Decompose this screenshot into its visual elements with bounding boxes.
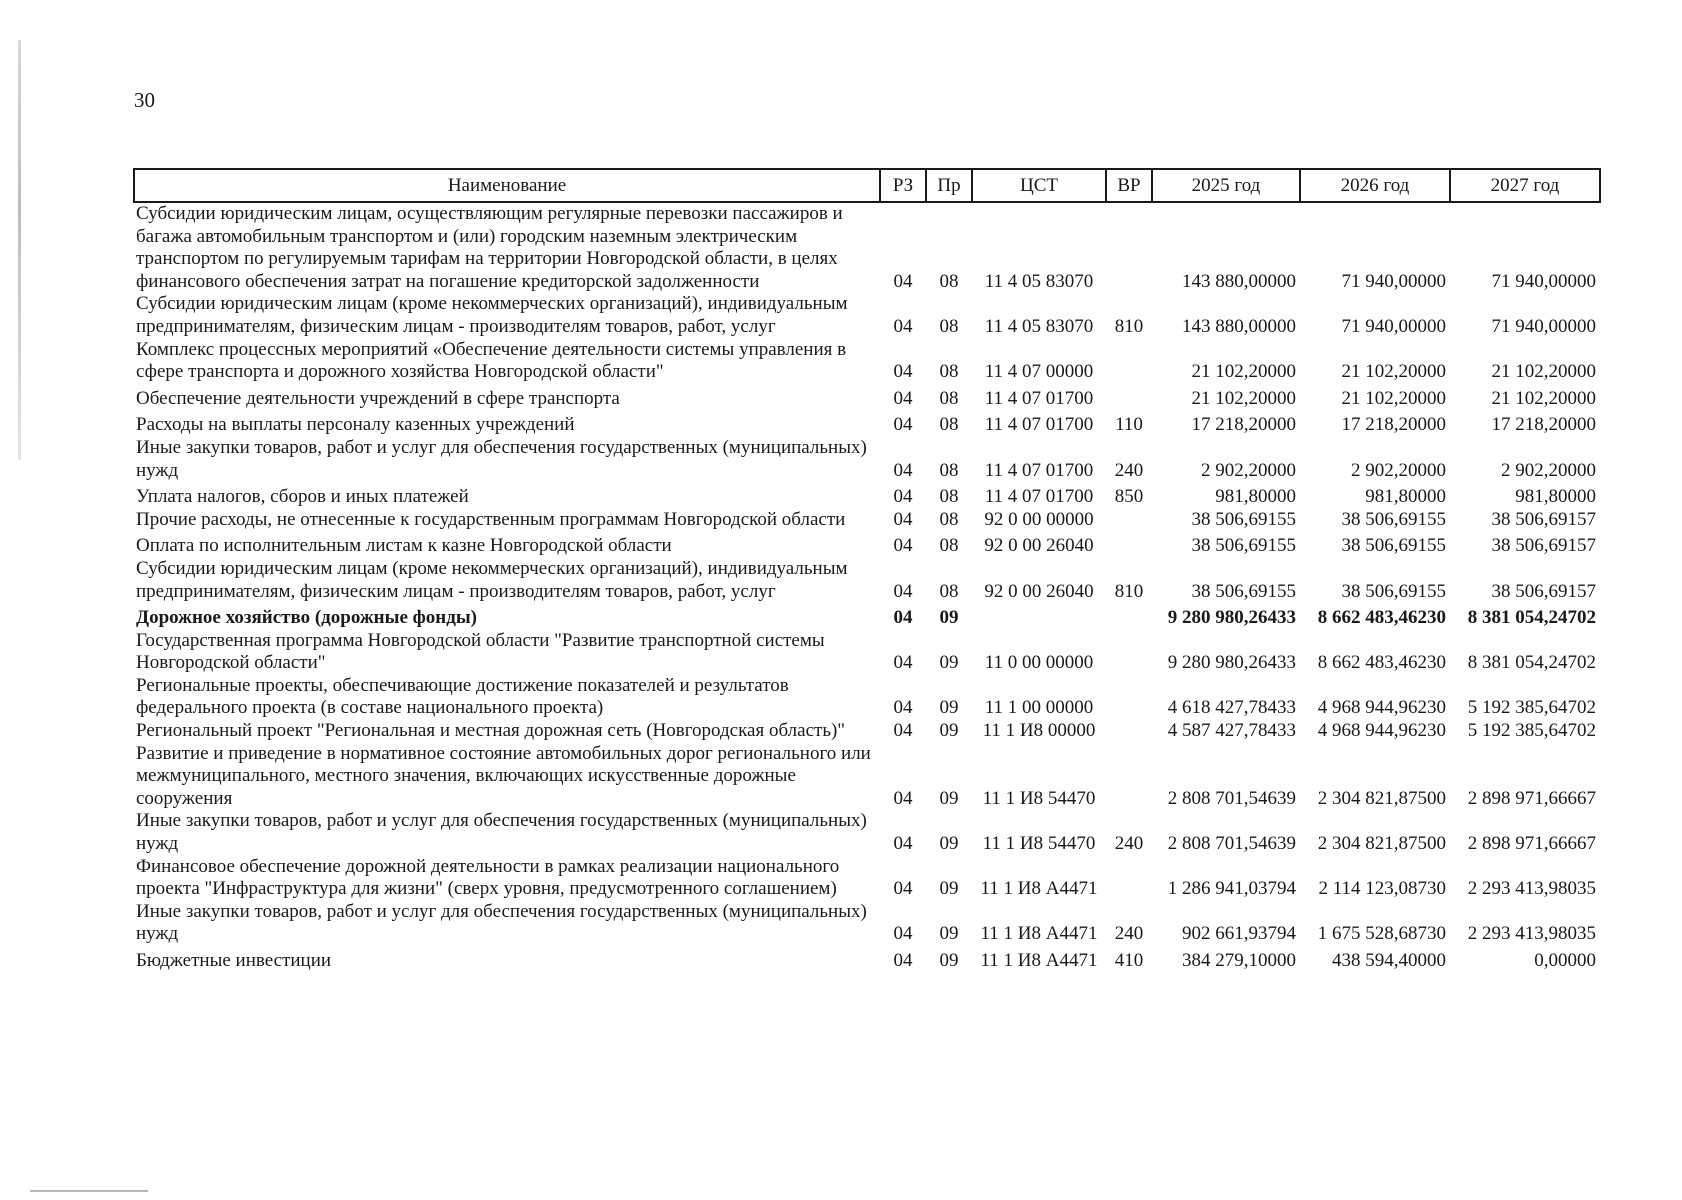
table-row [134, 531, 1600, 558]
cell-2025: 4 587 427,78433 [1167, 720, 1296, 742]
cell-vr [1106, 603, 1152, 630]
cell-name: Иные закупки товаров, работ и услуг для обеспечения государственных (муниципальных) нужд [136, 436, 867, 481]
cell-rz: 04 [893, 787, 913, 809]
cell-pr: 08 [939, 486, 959, 508]
cell-2027: 2 902,20000 [1501, 459, 1596, 481]
header-2027: 2027 год [1450, 169, 1600, 202]
cell-cst: 11 1 И8 А4471 [980, 950, 1098, 971]
cell-name: Бюджетные инвестиции [136, 950, 332, 971]
cell-2026: 2 114 123,08730 [1318, 878, 1446, 900]
cell-vr [1106, 675, 1152, 720]
cell-vr: 810 [1114, 315, 1144, 337]
cell-cst: 92 0 00 00000 [984, 508, 1094, 530]
header-cst: ЦСТ [972, 169, 1106, 202]
cell-2025: 143 880,00000 [1182, 315, 1296, 337]
cell-2027: 38 506,69157 [1491, 508, 1596, 530]
cell-rz: 04 [893, 535, 913, 557]
header-2026: 2026 год [1300, 169, 1450, 202]
cell-2026: 2 304 821,87500 [1317, 787, 1446, 809]
cell-cst [972, 603, 1106, 630]
cell-vr: 810 [1114, 580, 1144, 602]
cell-2027: 17 218,20000 [1491, 414, 1596, 436]
table-row [134, 856, 1600, 901]
cell-rz: 04 [893, 486, 913, 508]
cell-pr: 09 [939, 652, 959, 674]
cell-pr: 08 [939, 270, 959, 292]
cell-rz: 04 [893, 697, 913, 719]
cell-vr [1106, 384, 1152, 411]
cell-rz: 04 [893, 459, 913, 481]
cell-2025: 2 902,20000 [1201, 459, 1296, 481]
cell-2025: 2 808 701,54639 [1167, 787, 1296, 809]
header-name: Наименование [134, 169, 880, 202]
table-row [134, 810, 1600, 855]
cell-pr: 08 [939, 508, 959, 530]
cell-2027: 0,00000 [1534, 950, 1596, 971]
table-row [134, 558, 1600, 603]
cell-name: Региональный проект "Региональная и местная дорожная сеть (Новгородская область)" [136, 720, 846, 742]
cell-vr [1106, 509, 1152, 532]
cell-name: Развитие и приведение в нормативное состояние автомобильных дорог регионального или межмуниципального, местного значения, включающих искусственные дорожные сооружения [136, 742, 871, 809]
cell-name: Расходы на выплаты персоналу казенных учреждений [136, 414, 575, 436]
cell-pr: 08 [939, 535, 959, 557]
cell-2027: 38 506,69157 [1491, 535, 1596, 557]
cell-rz: 04 [893, 833, 913, 855]
cell-name: Иные закупки товаров, работ и услуг для обеспечения государственных (муниципальных) нужд [136, 900, 867, 945]
cell-2025: 981,80000 [1215, 486, 1296, 508]
cell-cst: 11 4 05 83070 [984, 270, 1094, 292]
table-row [134, 743, 1600, 811]
cell-name: Субсидии юридическим лицам (кроме некоммерческих организаций), индивидуальным предпринимателям, физическим лицам - производителям товаров, работ, услуг [136, 557, 848, 602]
cell-name: Прочие расходы, не отнесенные к государственным программам Новгородской области [136, 508, 846, 530]
cell-2025: 143 880,00000 [1182, 270, 1296, 292]
table-row [134, 202, 1600, 293]
table-row [134, 946, 1600, 973]
table-row [134, 482, 1600, 509]
cell-2027: 8 381 054,24702 [1467, 607, 1596, 629]
cell-name: Обеспечение деятельности учреждений в сфере транспорта [136, 387, 620, 409]
cell-vr: 110 [1115, 414, 1143, 436]
cell-2025: 21 102,20000 [1191, 361, 1296, 383]
cell-name: Дорожное хозяйство (дорожные фонды) [136, 607, 477, 629]
cell-2027: 5 192 385,64702 [1467, 697, 1596, 719]
cell-cst: 11 4 07 00000 [984, 361, 1094, 383]
cell-name: Уплата налогов, сборов и иных платежей [136, 486, 469, 508]
table-row [134, 410, 1600, 437]
cell-cst: 11 1 И8 А4471 [980, 923, 1098, 945]
cell-cst: 11 4 07 01700 [984, 486, 1094, 508]
cell-2026: 21 102,20000 [1341, 387, 1446, 409]
cell-name: Оплата по исполнительным листам к казне Новгородской области [136, 535, 672, 557]
cell-cst: 92 0 00 26040 [984, 535, 1094, 557]
table-row [134, 603, 1600, 630]
cell-rz: 04 [893, 878, 913, 900]
cell-pr: 08 [939, 315, 959, 337]
cell-2025: 21 102,20000 [1191, 387, 1296, 409]
cell-cst: 11 1 00 00000 [984, 697, 1094, 719]
table-header-row [134, 169, 1600, 202]
table-row [134, 437, 1600, 482]
cell-rz: 04 [893, 607, 913, 629]
cell-pr: 09 [939, 697, 959, 719]
table-row [134, 384, 1600, 411]
cell-rz: 04 [893, 508, 913, 530]
cell-name: Иные закупки товаров, работ и услуг для обеспечения государственных (муниципальных) нужд [136, 810, 867, 855]
cell-pr: 08 [939, 459, 959, 481]
cell-2027: 2 293 413,98035 [1467, 878, 1596, 900]
cell-vr: 240 [1114, 833, 1144, 855]
cell-2027: 2 898 971,66667 [1467, 833, 1596, 855]
scan-bottom-line [30, 1190, 148, 1192]
cell-cst: 11 4 07 01700 [984, 414, 1094, 436]
page-number: 30 [134, 88, 155, 112]
cell-pr: 09 [939, 878, 959, 900]
cell-2027: 21 102,20000 [1491, 387, 1596, 409]
cell-name: Комплекс процессных мероприятий «Обеспечение деятельности системы управления в сфере транспорта и дорожного хозяйства Новгородской области" [136, 338, 847, 383]
cell-name: Региональные проекты, обеспечивающие достижение показателей и результатов федерального проекта (в составе национального проекта) [136, 674, 789, 719]
cell-rz: 04 [893, 414, 913, 436]
cell-2025: 38 506,69155 [1191, 508, 1296, 530]
cell-2025: 4 618 427,78433 [1167, 697, 1296, 719]
header-pr: Пр [926, 169, 972, 202]
cell-2025: 38 506,69155 [1191, 580, 1296, 602]
table-row [134, 901, 1600, 946]
cell-name: Финансовое обеспечение дорожной деятельности в рамках реализации национального проекта "Инфраструктура для жизни" (сверх уровня, предусмотренного соглашением) [136, 855, 840, 900]
table-row [134, 675, 1600, 720]
cell-vr [1106, 630, 1152, 675]
cell-vr [1106, 339, 1152, 384]
cell-pr: 09 [939, 833, 959, 855]
cell-pr: 08 [939, 414, 959, 436]
cell-2026: 8 662 483,46230 [1317, 607, 1446, 629]
cell-2027: 8 381 054,24702 [1467, 652, 1596, 674]
cell-2027: 21 102,20000 [1491, 361, 1596, 383]
cell-2026: 8 662 483,46230 [1317, 652, 1446, 674]
cell-rz: 04 [893, 361, 913, 383]
cell-vr [1106, 531, 1152, 558]
cell-name: Государственная программа Новгородской области "Развитие транспортной системы Новгородской области" [136, 629, 825, 674]
cell-2027: 2 898 971,66667 [1467, 787, 1596, 809]
cell-2026: 38 506,69155 [1341, 580, 1446, 602]
cell-cst: 11 4 07 01700 [984, 387, 1094, 409]
cell-vr: 410 [1114, 950, 1144, 971]
cell-pr: 08 [939, 361, 959, 383]
table-row [134, 339, 1600, 384]
cell-2026: 38 506,69155 [1341, 535, 1446, 557]
budget-table [133, 168, 1601, 973]
cell-pr: 09 [939, 787, 959, 809]
header-rz: РЗ [880, 169, 926, 202]
cell-vr [1106, 720, 1152, 743]
header-vr: ВР [1106, 169, 1152, 202]
cell-vr: 240 [1114, 459, 1144, 481]
cell-pr: 09 [939, 923, 959, 945]
cell-2025: 9 280 980,26433 [1167, 652, 1296, 674]
cell-2025: 902 661,93794 [1182, 923, 1296, 945]
cell-cst: 11 4 07 01700 [984, 459, 1094, 481]
cell-rz: 04 [893, 387, 913, 409]
cell-pr: 09 [939, 950, 959, 971]
cell-2025: 9 280 980,26433 [1167, 607, 1296, 629]
cell-2025: 384 279,10000 [1182, 950, 1296, 971]
cell-2027: 71 940,00000 [1491, 315, 1596, 337]
cell-2026: 4 968 944,96230 [1317, 697, 1446, 719]
cell-2026: 71 940,00000 [1341, 315, 1446, 337]
cell-cst: 11 4 05 83070 [984, 315, 1094, 337]
table-row [134, 509, 1600, 532]
cell-cst: 11 1 И8 А4471 [980, 878, 1098, 900]
cell-2026: 438 594,40000 [1332, 950, 1446, 971]
cell-2025: 38 506,69155 [1191, 535, 1296, 557]
cell-vr [1106, 743, 1152, 811]
cell-2026: 21 102,20000 [1341, 361, 1446, 383]
cell-rz: 04 [893, 652, 913, 674]
cell-2025: 17 218,20000 [1191, 414, 1296, 436]
cell-cst: 11 1 И8 54470 [982, 833, 1096, 855]
cell-rz: 04 [893, 923, 913, 945]
header-2025: 2025 год [1152, 169, 1300, 202]
scan-edge-mark [18, 40, 21, 460]
cell-rz: 04 [893, 315, 913, 337]
cell-2026: 981,80000 [1365, 486, 1446, 508]
cell-vr [1106, 202, 1152, 293]
table-body [134, 202, 1600, 973]
cell-vr: 240 [1114, 923, 1144, 945]
cell-2026: 38 506,69155 [1341, 508, 1446, 530]
cell-cst: 92 0 00 26040 [984, 580, 1094, 602]
cell-rz: 04 [893, 720, 913, 742]
cell-2027: 38 506,69157 [1491, 580, 1596, 602]
cell-2027: 2 293 413,98035 [1467, 923, 1596, 945]
cell-pr: 09 [939, 720, 959, 742]
cell-pr: 08 [939, 387, 959, 409]
cell-name: Субсидии юридическим лицам, осуществляющим регулярные перевозки пассажиров и багажа автомобильным транспортом и (или) городским наземным электрическим транспортом по регулируемым тарифам на территории Новгородской области, в целях финансового обеспечения затрат на погашение кредиторской задолженности [136, 203, 843, 292]
cell-rz: 04 [893, 270, 913, 292]
cell-cst: 11 0 00 00000 [984, 652, 1094, 674]
cell-pr: 08 [939, 580, 959, 602]
cell-2025: 1 286 941,03794 [1167, 878, 1296, 900]
table-row [134, 293, 1600, 338]
cell-rz: 04 [893, 580, 913, 602]
cell-2026: 17 218,20000 [1341, 414, 1446, 436]
cell-vr: 850 [1114, 486, 1144, 508]
cell-pr: 09 [939, 607, 959, 629]
cell-2025: 2 808 701,54639 [1167, 833, 1296, 855]
cell-2026: 2 902,20000 [1351, 459, 1446, 481]
cell-cst: 11 1 И8 00000 [982, 720, 1096, 742]
cell-2027: 5 192 385,64702 [1467, 720, 1596, 742]
cell-cst: 11 1 И8 54470 [982, 787, 1096, 809]
cell-name: Субсидии юридическим лицам (кроме некоммерческих организаций), индивидуальным предпринимателям, физическим лицам - производителям товаров, работ, услуг [136, 293, 848, 337]
cell-2027: 71 940,00000 [1491, 270, 1596, 292]
cell-rz: 04 [893, 950, 913, 971]
cell-vr [1106, 856, 1152, 901]
cell-2026: 1 675 528,68730 [1317, 923, 1446, 945]
cell-2026: 4 968 944,96230 [1317, 720, 1446, 742]
cell-2026: 2 304 821,87500 [1317, 833, 1446, 855]
cell-2027: 981,80000 [1515, 486, 1596, 508]
table-row [134, 630, 1600, 675]
cell-2026: 71 940,00000 [1341, 270, 1446, 292]
table-row [134, 720, 1600, 743]
